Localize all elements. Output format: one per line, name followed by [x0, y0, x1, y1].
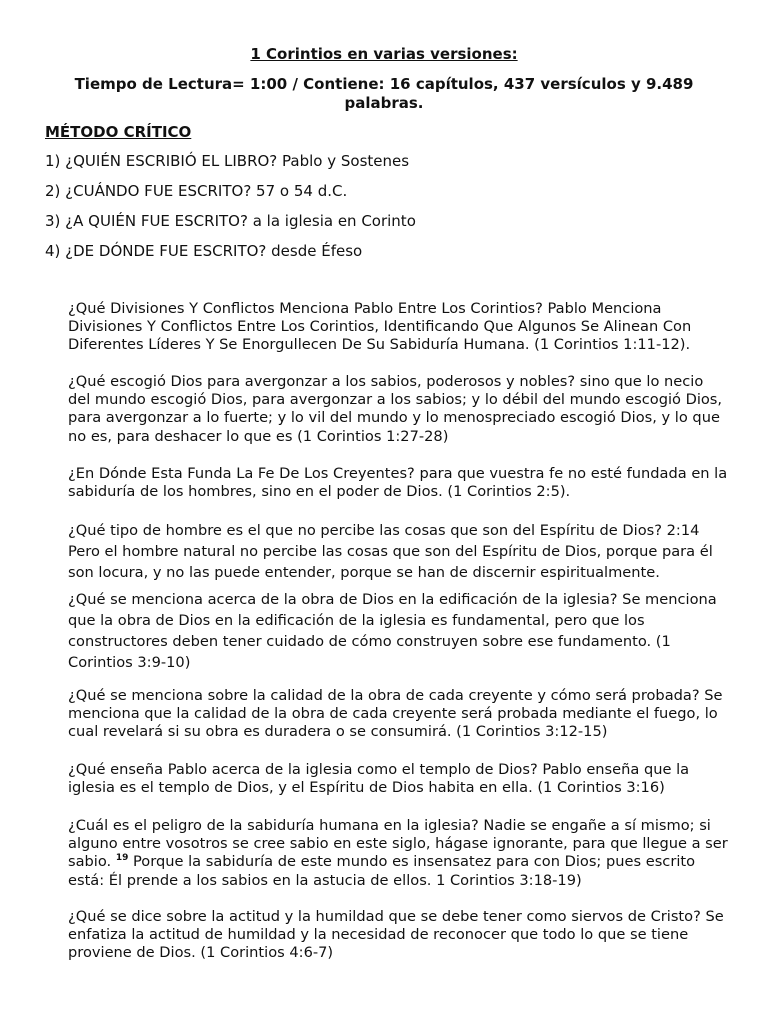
section-heading: MÉTODO CRÍTICO	[45, 123, 192, 141]
critical-method-list	[45, 152, 725, 272]
document-title: 1 Corintios en varias versiones:	[250, 45, 518, 63]
paragraph: ¿Qué Divisiones Y Conflictos Menciona Pablo Entre Los Corintios? Pablo Menciona Divisiones Y Conflictos Entre Los Corintios, Identificando Que Algunos Se Alinean Con Diferentes Líderes Y Se Enorgullecen De Su Sabiduría Humana. (1 Corintios 1:11-12).	[68, 300, 692, 354]
paragraph: ¿Qué se menciona sobre la calidad de la obra de cada creyente y cómo será probada? Se menciona que la calidad de la obra de cada creyente será probada mediante el fuego, lo cual revelará si su obra es duradera o se consumirá. (1 Corintios 3:12-15)	[68, 687, 723, 741]
paragraph-text: ¿Cuál es el peligro de la sabiduría humana en la iglesia? Nadie se engañe a sí mismo; si alguno entre vosotros se cree sabio en este siglo, hágase ignorante, para que llegue a ser sabio.	[68, 817, 728, 871]
paragraph: ¿Qué se menciona acerca de la obra de Dios en la edificación de la iglesia? Se menciona que la obra de Dios en la edificación de la iglesia es fundamental, pero que los constructores deben tener cuidado de cómo construyen sobre ese fundamento. (1 Corintios 3:9-10)	[68, 591, 717, 671]
list-item: 4) ¿DE DÓNDE FUE ESCRITO? desde Éfeso	[45, 242, 363, 260]
document-subtitle: Tiempo de Lectura= 1:00 / Contiene: 16 capítulos, 437 versículos y 9.489 palabras.	[74, 75, 694, 112]
list-item: 1) ¿QUIÉN ESCRIBIÓ EL LIBRO? Pablo y Sostenes	[45, 152, 410, 170]
paragraph: ¿En Dónde Esta Funda La Fe De Los Creyentes? para que vuestra fe no esté fundada en la sabiduría de los hombres, sino en el poder de Dios. (1 Corintios 2:5).	[68, 465, 728, 501]
list-item: 3) ¿A QUIÉN FUE ESCRITO? a la iglesia en Corinto	[45, 212, 416, 230]
paragraph: ¿Qué enseña Pablo acerca de la iglesia como el templo de Dios? Pablo enseña que la iglesia es el templo de Dios, y el Espíritu de Dios habita en ella. (1 Corintios 3:16)	[68, 761, 690, 797]
paragraph	[68, 817, 728, 890]
paragraph: ¿Qué escogió Dios para avergonzar a los sabios, poderosos y nobles? sino que lo necio del mundo escogió Dios, para avergonzar a los sabios; y lo débil del mundo escogió Dios, para avergonzar a lo fuerte; y lo vil del mundo y lo menospreciado escogió Dios, y lo que no es, para deshacer lo que es (1 Corintios 1:27-28)	[68, 373, 723, 445]
paragraph-text: Porque la sabiduría de este mundo es insensatez para con Dios; pues escrito está: Él prende a los sabios en la astucia de ellos. 1 Corintios 3:18-19)	[68, 853, 696, 889]
paragraph: ¿Qué se dice sobre la actitud y la humildad que se debe tener como siervos de Cristo? Se enfatiza la actitud de humildad y la necesidad de reconocer que todo lo que se tiene proviene de Dios. (1 Corintios 4:6-7)	[68, 908, 724, 962]
verse-number: 19	[115, 853, 129, 864]
list-item: 2) ¿CUÁNDO FUE ESCRITO? 57 o 54 d.C.	[45, 182, 348, 200]
paragraph: ¿Qué tipo de hombre es el que no percibe las cosas que son del Espíritu de Dios? 2:14 Pero el hombre natural no percibe las cosas que son del Espíritu de Dios, porque para él son locura, y no las puede entender, porque se han de discernir espiritualmente.	[68, 522, 713, 581]
